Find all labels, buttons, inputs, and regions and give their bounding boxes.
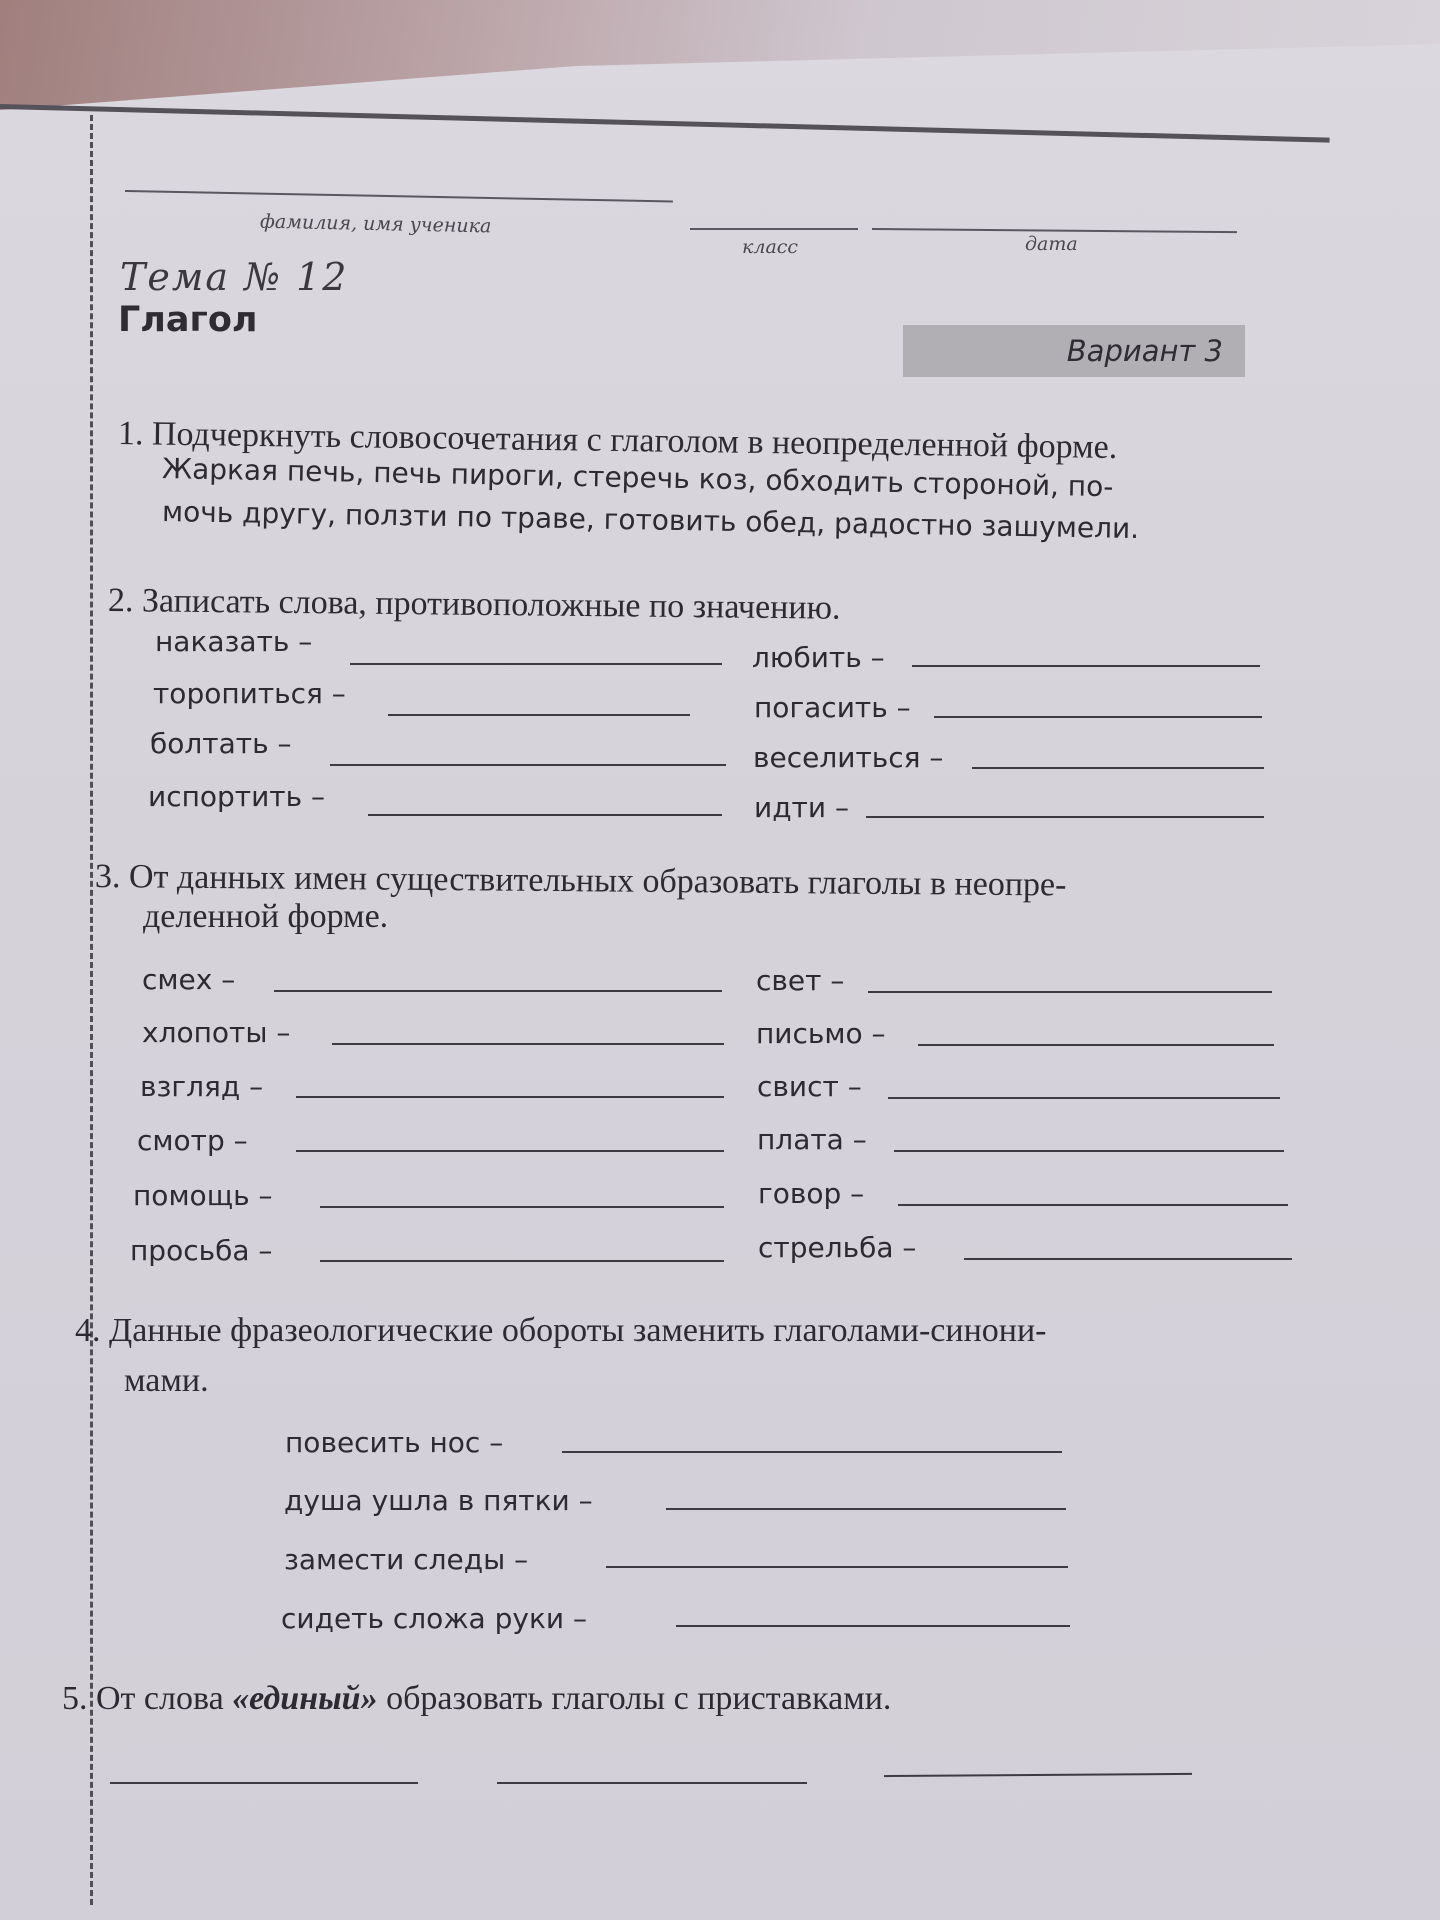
class-caption: класс: [742, 236, 799, 258]
task3-left-word: смотр –: [137, 1124, 248, 1157]
task4-phrase: душа ушла в пятки –: [284, 1484, 593, 1517]
answer-line[interactable]: [912, 665, 1260, 667]
task4-phrase: замести следы –: [284, 1543, 529, 1576]
answer-line[interactable]: [388, 714, 690, 716]
answer-line[interactable]: [866, 816, 1264, 818]
answer-line[interactable]: [676, 1625, 1070, 1627]
answer-line[interactable]: [606, 1566, 1068, 1568]
answer-line[interactable]: [868, 991, 1272, 993]
task3-right-word: свист –: [757, 1070, 862, 1103]
task2-left-word: торопиться –: [153, 677, 346, 710]
task2-left-word: испортить –: [148, 780, 326, 813]
answer-line[interactable]: [320, 1206, 724, 1208]
task4-title-line1: 4. Данные фразеологические обороты заменить глаголами-синони-: [75, 1312, 1047, 1349]
answer-line[interactable]: [888, 1097, 1280, 1099]
task3-left-word: хлопоты –: [142, 1016, 291, 1049]
answer-line[interactable]: [964, 1258, 1292, 1260]
task4-phrase: повесить нос –: [285, 1426, 504, 1459]
task3-left-word: просьба –: [130, 1234, 273, 1267]
answer-line[interactable]: [110, 1782, 418, 1784]
answer-line[interactable]: [972, 767, 1264, 769]
class-field-line[interactable]: [690, 228, 858, 230]
task2-title: 2. Записать слова, противоположные по значению.: [107, 582, 841, 627]
task1-text-line1: Жаркая печь, печь пироги, стеречь коз, обходить стороной, по-: [161, 452, 1114, 504]
task3-right-word: письмо –: [756, 1017, 886, 1050]
answer-line[interactable]: [332, 1043, 724, 1045]
answer-line[interactable]: [666, 1508, 1066, 1510]
task3-title-line1: 3. От данных имен существительных образовать глаголы в неопре-: [94, 858, 1067, 904]
answer-line[interactable]: [350, 663, 722, 665]
variant-badge: Вариант 3: [903, 325, 1245, 377]
date-caption: дата: [1025, 233, 1078, 255]
answer-line[interactable]: [296, 1150, 724, 1152]
task3-right-word: свет –: [756, 964, 845, 997]
task3-left-word: взгляд –: [140, 1070, 264, 1103]
answer-line[interactable]: [296, 1096, 724, 1098]
task2-right-word: идти –: [754, 791, 849, 824]
task4-title-line2: мами.: [124, 1362, 209, 1399]
task2-right-word: веселиться –: [753, 741, 944, 774]
task4-phrase: сидеть сложа руки –: [281, 1602, 587, 1635]
task5-suffix: образовать глаголы с приставками.: [377, 1680, 892, 1717]
answer-line[interactable]: [934, 716, 1262, 718]
task5-prefix: 5. От слова: [62, 1680, 233, 1717]
task5-title: [62, 1680, 891, 1718]
task3-right-word: говор –: [758, 1177, 865, 1210]
task2-left-word: наказать –: [155, 625, 313, 658]
answer-line[interactable]: [497, 1782, 807, 1784]
task1-text-line2: мочь другу, ползти по траве, готовить обед, радостно зашумели.: [161, 495, 1140, 546]
answer-line[interactable]: [320, 1260, 724, 1262]
task2-right-word: любить –: [752, 641, 885, 674]
task2-left-word: болтать –: [150, 727, 292, 760]
cut-line: [90, 115, 93, 1905]
answer-line[interactable]: [918, 1044, 1274, 1046]
answer-line[interactable]: [562, 1451, 1062, 1453]
answer-line[interactable]: [274, 990, 722, 992]
answer-line[interactable]: [894, 1150, 1284, 1152]
answer-line[interactable]: [898, 1204, 1288, 1206]
task1-title: 1. Подчеркнуть словосочетания с глаголом в неопределенной форме.: [117, 415, 1118, 466]
task2-right-word: погасить –: [754, 691, 911, 724]
task5-word: «единый»: [232, 1680, 378, 1717]
topic-name: Глагол: [118, 300, 258, 340]
answer-line[interactable]: [368, 814, 722, 816]
task3-right-word: стрельба –: [758, 1231, 917, 1264]
name-caption: фамилия, имя ученика: [259, 210, 492, 238]
topic-number: Тема № 12: [120, 255, 349, 299]
task3-title-line2: деленной форме.: [143, 898, 389, 935]
task3-left-word: смех –: [142, 963, 236, 996]
answer-line[interactable]: [330, 764, 726, 766]
task3-right-word: плата –: [757, 1123, 867, 1156]
task3-left-word: помощь –: [133, 1179, 273, 1212]
